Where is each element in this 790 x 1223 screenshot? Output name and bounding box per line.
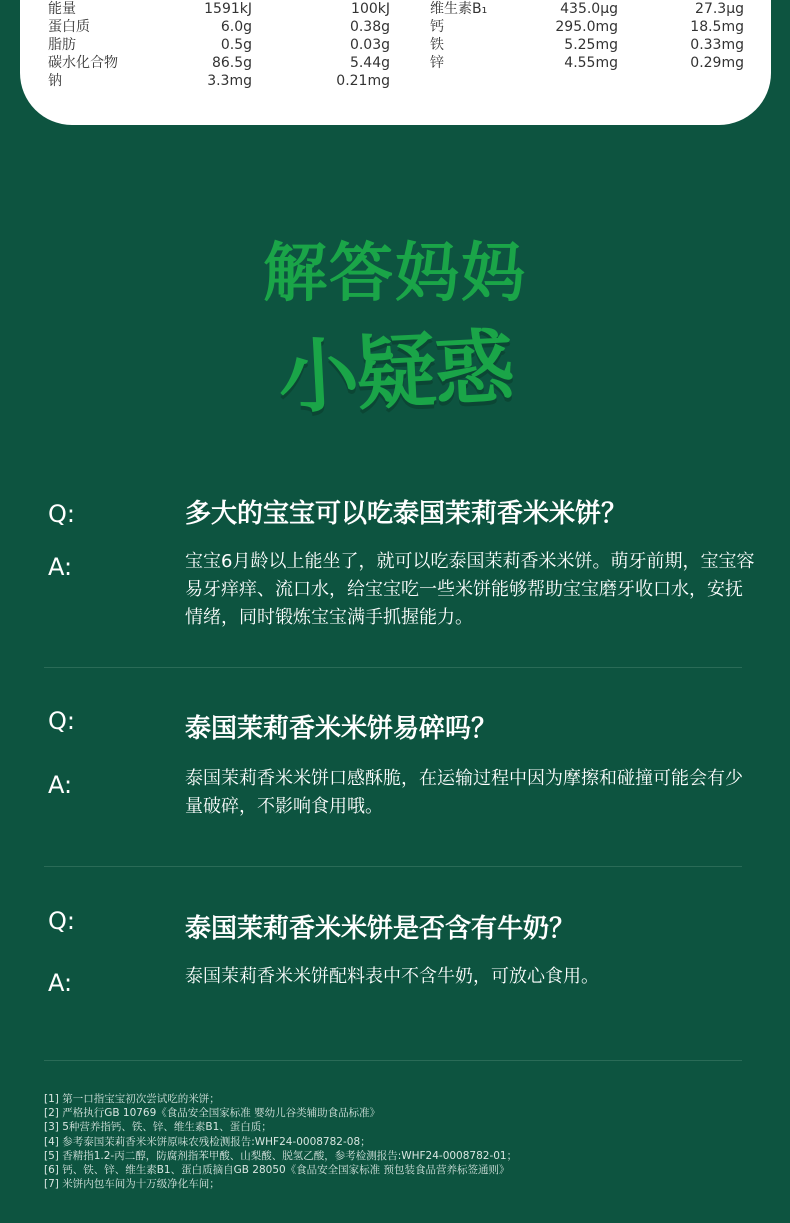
footnote: [1] 第一口指宝宝初次尝试吃的米饼； [44, 1093, 220, 1105]
nutrient-name: 脂肪 [48, 37, 76, 53]
nutrient-per-serving: 0.38g [349, 19, 390, 35]
nutrient-per-100g: 86.5g [211, 55, 252, 71]
faq-answer: 泰国茉莉香米米饼口感酥脆，在运输过程中因为摩擦和碰撞可能会有少量破碎，不影响食用哦。 [185, 768, 743, 817]
nutrient-per-serving: 0.21mg [336, 73, 390, 89]
nutrient-per-serving: 0.03g [349, 37, 390, 53]
question-label: Q: [48, 707, 75, 735]
nutrient-per-serving: 5.44g [349, 55, 390, 71]
footnotes [44, 1092, 764, 1191]
question-label: Q: [48, 907, 75, 935]
nutrient-per-serving: 27.3μg [695, 1, 744, 17]
footnote: [5] 香精指1.2-丙二醇，防腐剂指苯甲酸、山梨酸、脱氢乙酸，参考检测报告:WHF24-0008782-01； [44, 1149, 518, 1162]
faq-question: 泰国茉莉香米米饼易碎吗？ [185, 714, 498, 744]
nutrient-name: 钠 [48, 73, 62, 89]
nutrient-per-100g: 4.55mg [564, 55, 618, 71]
footnote: [3] 5种营养指钙、铁、锌、维生素B1、蛋白质； [44, 1121, 272, 1134]
footnote: [6] 钙、铁、锌、维生素B1、蛋白质摘自GB 28050《食品安全国家标准 预包装食品营养标签通则》 [44, 1164, 510, 1177]
section-heading-line2: 小疑惑 [276, 319, 515, 426]
nutrient-per-serving: 18.5mg [690, 19, 744, 35]
nutrient-name: 能量 [48, 1, 76, 17]
footnote: [2] 严格执行GB 10769《食品安全国家标准 婴幼儿谷类辅助食品标准》 [44, 1107, 381, 1120]
nutrition-card [20, 0, 771, 125]
nutrient-name: 维生素B₁ [430, 1, 488, 17]
nutrient-name: 碳水化合物 [48, 55, 118, 71]
nutrient-per-100g: 295.0mg [555, 19, 618, 35]
nutrient-name: 蛋白质 [48, 19, 90, 35]
footnote: [4] 参考泰国茉莉香米米饼原味农残检测报告:WHF24-0008782-08； [44, 1135, 371, 1148]
faq-question: 多大的宝宝可以吃泰国茉莉香米米饼？ [185, 499, 628, 529]
section-heading-line1: 解答妈妈 [263, 237, 527, 311]
faq-answer: 泰国茉莉香米米饼配料表中不含牛奶，可放心食用。 [185, 966, 599, 987]
nutrient-per-100g: 6.0g [220, 19, 252, 35]
nutrient-per-serving: 100kJ [351, 1, 390, 17]
answer-label: A: [48, 553, 73, 581]
divider [44, 667, 742, 668]
nutrient-per-100g: 5.25mg [564, 37, 618, 53]
nutrient-name: 钙 [430, 19, 444, 35]
divider [44, 1060, 742, 1061]
nutrient-per-100g: 1591kJ [204, 1, 252, 17]
nutrient-per-100g: 435.0μg [560, 1, 618, 17]
question-label: Q: [48, 500, 75, 528]
nutrient-per-100g: 3.3mg [207, 73, 252, 89]
nutrient-per-serving: 0.29mg [690, 55, 744, 71]
footnote: [7] 米饼内包车间为十万级净化车间； [44, 1178, 220, 1191]
answer-label: A: [48, 969, 73, 997]
faq-answer: 宝宝6月龄以上能坐了，就可以吃泰国茉莉香米米饼。萌牙前期，宝宝容易牙痒痒、流口水，给宝宝吃一些米饼能够帮助宝宝磨牙收口水，安抚情绪，同时锻炼宝宝满手抓握能力。 [185, 551, 755, 628]
nutrient-name: 锌 [430, 55, 444, 71]
nutrient-per-100g: 0.5g [220, 37, 252, 53]
divider [44, 866, 742, 867]
nutrient-per-serving: 0.33mg [690, 37, 744, 53]
nutrient-name: 铁 [430, 37, 444, 53]
faq-question: 泰国茉莉香米米饼是否含有牛奶？ [185, 914, 576, 944]
answer-label: A: [48, 771, 73, 799]
